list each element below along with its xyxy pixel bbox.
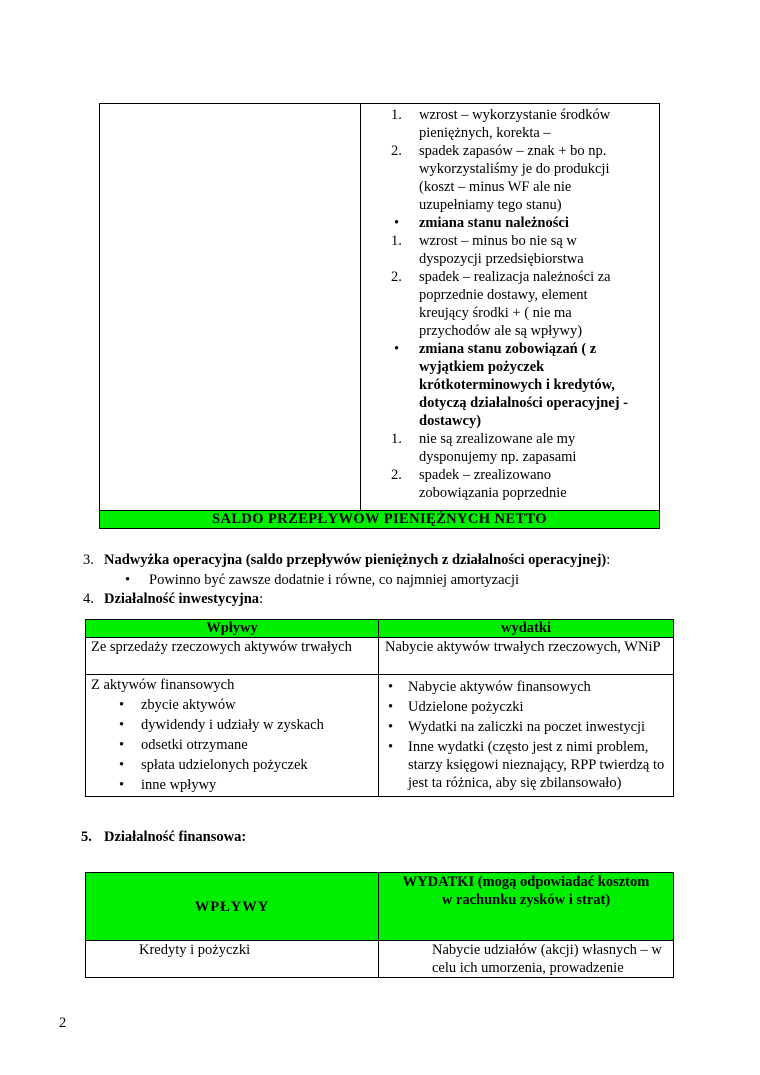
item-number: 2. [391, 143, 402, 159]
page-number: 2 [59, 1015, 67, 1031]
section-4-colon: : [259, 591, 264, 607]
bullet-icon: • [394, 341, 400, 357]
item-text: spadek – realizacja należności za poprzednie dostawy, element kreujący środki + ( nie ma przychodów ale są wpływy) [419, 269, 611, 339]
inflow-item-text: dywidendy i udziały w zyskach [141, 717, 324, 733]
inflow-item [91, 776, 378, 794]
bullet-icon: • [388, 739, 394, 755]
row2-left-cell [86, 675, 379, 797]
bullet-item [361, 340, 631, 430]
financing-activity-table [85, 872, 674, 978]
fin-header-wplywy-label: WPŁYWY [194, 898, 270, 915]
investment-header-row [86, 620, 674, 638]
numbered-item [361, 232, 631, 268]
numbered-item [361, 430, 631, 466]
section-5-number: 5. [81, 829, 92, 845]
inflow-item-text: odsetki otrzymane [141, 737, 248, 753]
investment-row-2 [86, 675, 674, 797]
outflow-item [379, 698, 667, 716]
item-text: nie są zrealizowane ale my dysponujemy np. zapasami [419, 431, 577, 465]
item-text: wzrost – wykorzystanie środków pieniężnych, korekta – [419, 107, 611, 141]
numbered-item [361, 106, 631, 142]
item-number: 1. [391, 233, 402, 249]
numbered-item [361, 466, 631, 502]
fin-row1-left-cell [86, 941, 379, 978]
operating-activity-table [99, 103, 660, 529]
fin-row1-left-text: Kredyty i pożyczki [139, 942, 251, 958]
fin-row1-right-cell [379, 941, 674, 978]
item-text: spadek zapasów – znak + bo np. wykorzystaliśmy je do produkcji (koszt – minus WF ale nie uzupełniamy tego stanu) [419, 143, 610, 213]
inflow-item [91, 696, 378, 714]
section-4-heading [83, 590, 683, 608]
section-3-bullet-text: Powinno być zawsze dodatnie i równe, co najmniej amortyzacji [149, 572, 520, 588]
item-number: 2. [391, 269, 402, 285]
numbered-item [361, 142, 631, 214]
bullet-icon: • [119, 757, 125, 773]
item-number: 1. [391, 431, 402, 447]
item-text: spadek – zrealizowano zobowiązania poprzednie [419, 467, 567, 501]
item-number: 1. [391, 107, 402, 123]
inflow-item [91, 716, 378, 734]
financial-assets-title: Z aktywów finansowych [91, 677, 235, 693]
section-3-heading [83, 551, 753, 569]
financing-row-1 [86, 941, 674, 978]
section-5-heading [81, 828, 246, 846]
item-text: zmiana stanu należności [419, 215, 569, 231]
row1-left-cell [86, 638, 379, 675]
row1-right-text: Nabycie aktywów trwałych rzeczowych, WNiP [385, 639, 661, 655]
outflow-item-text: Inne wydatki (często jest z nimi problem, starzy księgowi nieznający, RPP twierdzą to jest ta różnica, aby się zbilansowało) [408, 739, 665, 791]
outflow-item-text: Wydatki na zaliczki na poczet inwestycji [408, 719, 646, 735]
section-5-title: Działalność finansowa: [104, 829, 247, 845]
numbered-item [361, 268, 631, 340]
item-number: 2. [391, 467, 402, 483]
financing-header-row [86, 873, 674, 941]
fin-header-wydatki [379, 873, 674, 941]
inflow-item-text: inne wpływy [141, 777, 217, 793]
inflow-item [91, 736, 378, 754]
bullet-icon: • [119, 717, 125, 733]
outflow-item-text: Nabycie aktywów finansowych [408, 679, 591, 695]
header-wplywy [86, 620, 379, 638]
investment-activity-table [85, 619, 674, 797]
bullet-icon: • [394, 215, 400, 231]
investment-row-1 [86, 638, 674, 675]
inflow-item [91, 756, 378, 774]
item-text: zmiana stanu zobowiązań ( z wyjątkiem pożyczek krótkoterminowych i kredytów, dotyczą działalności operacyjnej - dostawcy) [419, 341, 629, 429]
inflow-item-text: spłata udzielonych pożyczek [141, 757, 308, 773]
bullet-icon: • [388, 679, 394, 695]
item-text: wzrost – minus bo nie są w dyspozycji przedsiębiorstwa [419, 233, 584, 267]
inflows-list [91, 696, 378, 794]
section-3-colon: : [606, 552, 611, 568]
outflow-item [379, 738, 667, 792]
outflow-item-text: Udzielone pożyczki [408, 699, 524, 715]
bullet-item [361, 214, 631, 232]
bullet-icon: • [119, 777, 125, 793]
section-4-title: Działalność inwestycyjna [104, 591, 260, 607]
section-4-number: 4. [83, 591, 94, 607]
section-3-number: 3. [83, 552, 94, 568]
changes-list [361, 106, 631, 502]
outflows-list [379, 678, 667, 792]
row1-left-text: Ze sprzedaży rzeczowych aktywów trwałych [91, 639, 352, 655]
empty-left-cell [100, 104, 361, 511]
bullet-icon: • [119, 737, 125, 753]
saldo-label: SALDO PRZEPŁYWÓW PIENIĘŻNYCH NETTO [212, 511, 547, 527]
header-wydatki-label: wydatki [501, 620, 551, 636]
fin-row1-right-text: Nabycie udziałów (akcji) własnych – w celu ich umorzenia, prowadzenie [432, 942, 662, 976]
outflow-item [379, 678, 667, 696]
bullet-icon: • [125, 572, 131, 588]
bullet-icon: • [388, 699, 394, 715]
outflow-item [379, 718, 667, 736]
header-wydatki [379, 620, 674, 638]
bullet-icon: • [388, 719, 394, 735]
row2-right-cell [379, 675, 674, 797]
header-wplywy-label: Wpływy [206, 620, 258, 636]
bullet-icon: • [119, 697, 125, 713]
changes-list-cell [361, 104, 660, 511]
row1-right-cell [379, 638, 674, 675]
saldo-row [100, 511, 660, 529]
fin-header-wydatki-label: WYDATKI (mogą odpowiadać kosztom w rachunku zysków i strat) [402, 874, 650, 908]
fin-header-wplywy [86, 873, 379, 941]
inflow-item-text: zbycie aktywów [141, 697, 236, 713]
section-3-title: Nadwyżka operacyjna (saldo przepływów pieniężnych z działalności operacyjnej) [104, 552, 607, 568]
